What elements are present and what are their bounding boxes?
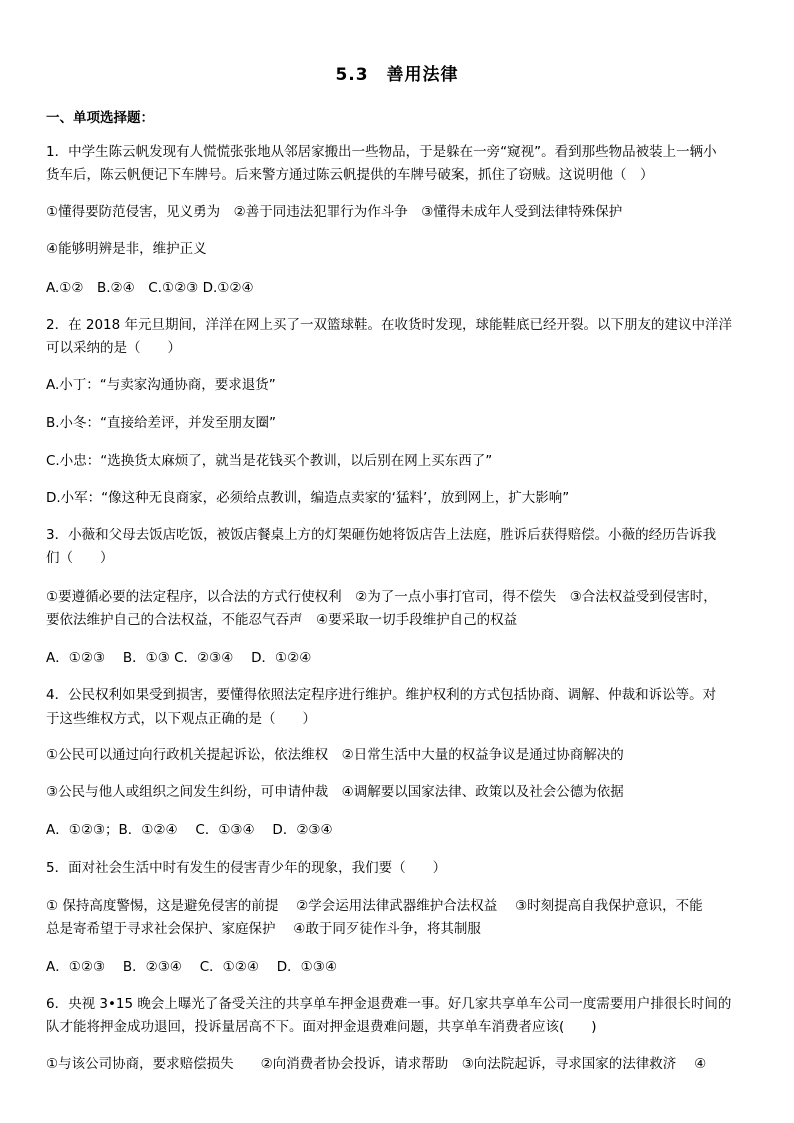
q1-statements-line-2: ④能够明辨是非，维护正义 [46,241,207,257]
q2-option-d: D.小军：“像这种无良商家，必须给点教训，编造点卖家的‘猛料’，放到网上，扩大影响” [46,490,570,506]
q3-statements-line-2: 要依法维护自己的合法权益，不能忍气吞声 ④要采取一切手段维护自己的权益 [46,612,518,628]
q5-options: A．①②③ B．②③④ C．①②④ D．①③④ [46,959,337,975]
q6-statements-line-1: ①与该公司协商，要求赔偿损失 ②向消费者协会投诉，请求帮助 ③向法院起诉，寻求国家的法律救济 ④ [46,1056,707,1072]
q2-option-a: A.小丁：“与卖家沟通协商，要求退货” [46,377,276,393]
q4-stem-line-2: 于这些维权方式，以下观点正确的是（ ） [46,711,316,727]
q1-stem-line-2: 货车后，陈云帆便记下车牌号。后来警方通过陈云帆提供的车牌号破案，抓住了窃贼。这说明他（ ） [46,167,654,183]
q1-statements-line-1: ①懂得要防范侵害，见义勇为 ②善于同违法犯罪行为作斗争 ③懂得未成年人受到法律特殊保护 [46,204,623,220]
q2-stem-line-2: 可以采纳的是（ ） [46,340,181,356]
q3-stem-line-1: 3．小薇和父母去饭店吃饭，被饭店餐桌上方的灯架砸伤她将饭店告上法庭，胜诉后获得赔偿。小薇的经历告诉我 [46,527,717,543]
q3-options: A．①②③ B．①③ C．②③④ D．①②④ [46,650,312,666]
q4-stem-line-1: 4．公民权利如果受到损害，要懂得依照法定程序进行维护。维护权利的方式包括协商、调解、仲裁和诉讼等。对 [46,687,717,703]
q6-stem-line-1: 6．央视 3•15 晚会上曝光了备受关注的共享单车押金退费难一事。好几家共享单车公司一度需要用户排很长时间的 [46,996,732,1012]
q6-stem-line-2: 队才能将押金成功退回，投诉量居高不下。面对押金退费难问题，共享单车消费者应该( ) [46,1019,597,1035]
q2-option-b: B.小冬：“直接给差评，并发至朋友圈” [46,415,277,431]
q4-options: A．①②③；B．①②④ C．①③④ D．②③④ [46,822,333,838]
q4-statements-line-2: ③公民与他人或组织之间发生纠纷，可申请仲裁 ④调解要以国家法律、政策以及社会公德为依据 [46,784,624,800]
q5-stem: 5．面对社会生活中时有发生的侵害青少年的现象，我们要（ ） [46,860,447,876]
q4-statements-line-1: ①公民可以通过向行政机关提起诉讼，依法维权 ②日常生活中大量的权益争议是通过协商解决的 [46,747,624,763]
q1-options: A.①② B.②④ C.①②③ D.①②④ [46,280,254,296]
q5-statements-line-1: ① 保持高度警惕，这是避免侵害的前提 ②学会运用法律武器维护合法权益 ③时刻提高自我保护意识，不能 [46,898,703,914]
q2-stem-line-1: 2．在 2018 年元旦期间，洋洋在网上买了一双篮球鞋。在收货时发现，球能鞋底已经开裂。以下朋友的建议中洋洋 [46,317,733,333]
q2-option-c: C.小忠：“选换货太麻烦了，就当是花钱买个教训，以后别在网上买东西了” [46,453,493,469]
page-title: 5.3 善用法律 [335,65,459,85]
section-heading: 一、单项选择题： [46,110,154,126]
q3-stem-line-2: 们（ ） [46,550,114,566]
q5-statements-line-2: 总是寄希望于寻求社会保护、家庭保护 ④敢于同歹徒作斗争，将其制服 [46,921,481,937]
q3-statements-line-1: ①要遵循必要的法定程序，以合法的方式行使权利 ②为了一点小事打官司，得不偿失 ③合法权益受到侵害时， [46,589,717,605]
q1-stem-line-1: 1．中学生陈云帆发现有人慌慌张张地从邻居家搬出一些物品，于是躲在一旁“窥视”。看到那些物品被装上一辆小 [46,144,717,160]
